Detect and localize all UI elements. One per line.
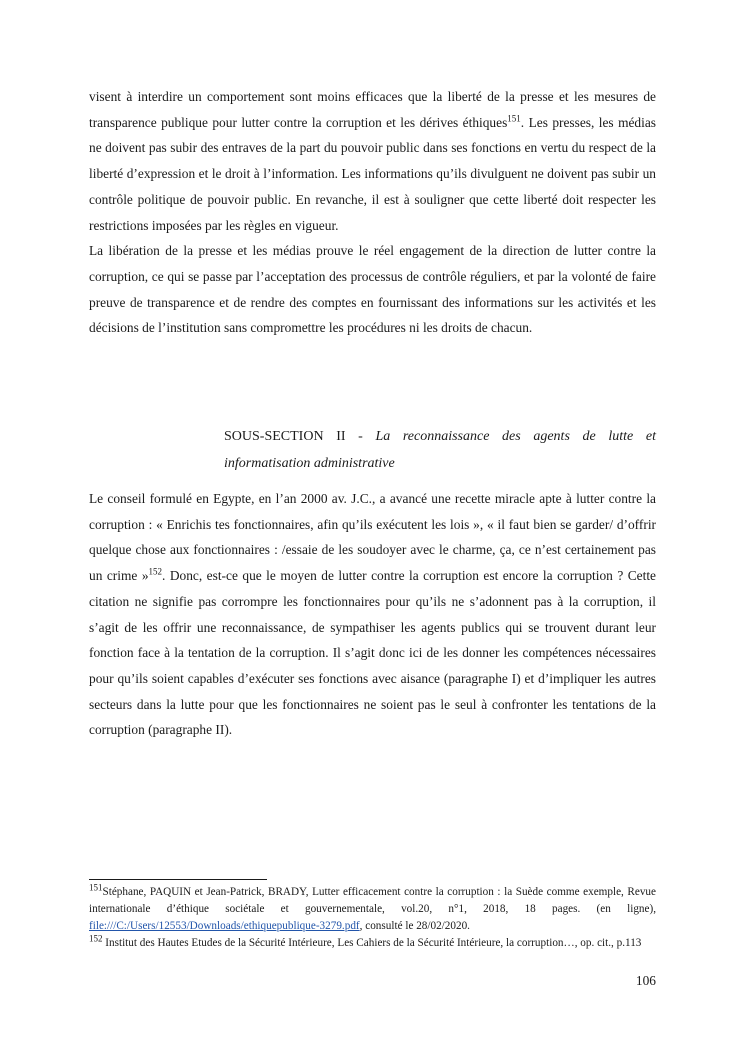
footnote-151-link[interactable]: file:///C:/Users/12553/Downloads/ethiquepublique-3279.pdf xyxy=(89,920,360,932)
paragraph-egypt-advice: Le conseil formulé en Egypte, en l’an 2000 av. J.C., a avancé une recette miracle apte à lutter contre la corruption : « Enrichis tes fonctionnaires, afin qu’ils exécutent les lois », « il faut bien se garder/ d’offrir quelque chose aux fonctionnaires : /essaie de les soudoyer avec le charme, ça, ce n’est certainement pas un crime »$^{152}$. Donc, est-ce que le moyen de lutter contre la corruption est encore la corruption ? Cette citation ne signifie pas corrompre les fonctionnaires pour qu’ils ne s’adonnent pas à la corruption, il s’agit de les offrir une reconnaissance, de sympathiser les agents publics qui se trouvent durant leur fonction face à la tentation de la corruption. Il s’agit donc ici de les donner les compétences nécessaires pour qu’ils soient capables d’exécuter ses fonctions avec aisance (paragraphe I) et d’impliquer les autres secteurs dans la lutte pour que les fonctionnaires ne soient pas le seul à confronter les tentations de la corruption (paragraphe II). xyxy=(89,491,656,738)
section-heading xyxy=(224,423,656,477)
footnote-number-152: 152 xyxy=(89,933,103,944)
section-heading-label: SOUS-SECTION II - xyxy=(224,429,376,444)
paragraph-press-freedom: visent à interdire un comportement sont moins efficaces que la liberté de la presse et les mesures de transparence publique pour lutter contre la corruption et les dérives éthiques$^{151}$. Les presses, les médias ne doivent pas subir des entraves de la part du pouvoir public dans ses fonctions en vertu du respect de la liberté d’expression et le droit à l’information. Les informations qu’ils divulguent ne doivent pas subir un contrôle politique de pouvoir public. En revanche, il est à souligner que cette liberté doit respecter les restrictions imposées par les règles en vigueur. xyxy=(89,89,656,233)
footnote-152: $^{152}$ Institut des Hautes Etudes de la Sécurité Intérieure, Les Cahiers de la Sécurité Intérieure, la corruption…, op. cit., p.113 xyxy=(89,933,642,949)
footnote-number-151: 151 xyxy=(89,882,103,893)
footnote-ref-152[interactable]: 152 xyxy=(148,566,163,577)
section-heading-title: La reconnaissance des agents de lutte et informatisation administrative xyxy=(224,429,656,471)
footnote-151: $^{151}$Stéphane, PAQUIN et Jean-Patrick, BRADY, Lutter efficacement contre la corruption : la Suède comme exemple, Revue internationale d’éthique sociétale et gouvernementale, vol.20, n°1, 2018, 18 pages. (en ligne), file:///C:/Users/12553/Downloads/ethiquepublique-3279.pdf, consulté le 28/02/2020. xyxy=(89,882,656,932)
page-number: 106 xyxy=(635,973,656,988)
footnote-separator xyxy=(89,879,267,880)
footnotes xyxy=(89,884,656,952)
body-text-lower xyxy=(89,486,656,743)
paragraph-media-liberation: La libération de la presse et les médias prouve le réel engagement de la direction de lutter contre la corruption, ce qui se passe par l’acceptation des processus de contrôle réguliers, et par la volonté de faire preuve de transparence et de rendre des comptes en fournissant des informations sur les activités et les décisions de l’institution sans compromettre les procédures ni les droits de chacun. xyxy=(89,243,656,336)
body-text-upper xyxy=(89,84,656,341)
footnote-ref-151[interactable]: 151 xyxy=(507,113,521,124)
